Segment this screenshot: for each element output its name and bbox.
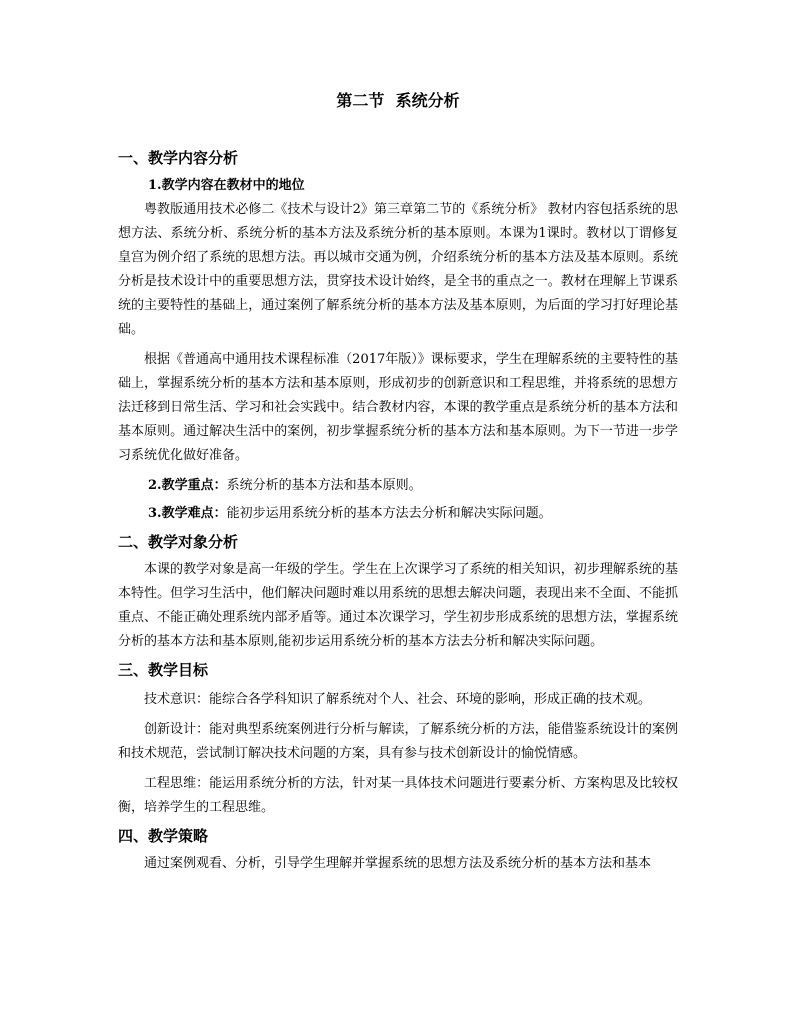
sub-heading-textbook-position: 1.教学内容在教材中的地位 (148, 178, 305, 193)
section-heading: 一、教学内容分析 (118, 149, 239, 167)
document-page (118, 88, 678, 876)
teaching-key-point (118, 474, 678, 498)
key-point-text: 系统分析的基本方法和基本原则。 (226, 478, 422, 493)
section-heading: 二、教学对象分析 (118, 533, 239, 551)
key-point-label: 2.教学重点： (148, 478, 227, 493)
paragraph: 本课的教学对象是高一年级的学生。学生在上次课学习了系统的相关知识，初步理解系统的基本特性。但学习生活中，他们解决问题时难以用系统的思想去解决问题，表现出来不全面、不能抓重点、不能正确处理系统内部矛盾等。通过本次课学习，学生初步形成系统的思想方法，掌握系统分析的基本方法和基本原则,能初步运用系统分析的基本方法去分析和解决实际问题。 (118, 562, 678, 649)
section-content-analysis (118, 146, 678, 526)
paragraph: 通过案例观看、分析，引导学生理解并掌握系统的思想方法及系统分析的基本方法和基本 (144, 856, 652, 871)
paragraph: 根据《普通高中通用技术课程标准（2017年版）》课标要求，学生在理解系统的主要特性的基础上，掌握系统分析的基本方法和基本原则，形成初步的创新意识和工程思维，并将系统的思想方法迁移到日常生活、学习和社会实践中。结合教材内容，本课的教学重点是系统分析的基本方法和基本原则。通过解决生活中的案例，初步掌握系统分析的基本方法和基本原则。为下一节进一步学习系统优化做好准备。 (118, 352, 678, 463)
paragraph: 创新设计：能对典型系统案例进行分析与解读，了解系统分析的方法，能借鉴系统设计的案例和技术规范，尝试制订解决技术问题的方案，具有参与技术创新设计的愉悦情感。 (118, 722, 678, 761)
section-student-analysis (118, 530, 678, 654)
section-heading: 四、教学策略 (118, 827, 209, 845)
paragraph: 技术意识：能综合各学科知识了解系统对个人、社会、环境的影响，形成正确的技术观。 (144, 692, 652, 707)
paragraph: 粤教版通用技术必修二《技术与设计2》第三章第二节的《系统分析》 教材内容包括系统的思想方法、系统分析、系统分析的基本方法及系统分析的基本原则。本课为1课时。教材以丁谓修复皇宫为例介绍了系统的思想方法。再以城市交通为例，介绍系统分析的基本方法及基本原则。系统分析是技术设计中的重要思想方法，贯穿技术设计始终，是全书的重点之一。教材在理解上节课系统的主要特性的基础上，通过案例了解系统分析的基本方法及基本原则，为后面的学习打好理论基础。 (118, 202, 678, 337)
section-strategy (118, 824, 678, 876)
teaching-difficulty (118, 502, 678, 526)
difficulty-text: 能初步运用系统分析的基本方法去分析和解决实际问题。 (226, 506, 552, 521)
difficulty-label: 3.教学难点： (148, 506, 227, 521)
section-heading: 三、教学目标 (118, 661, 209, 679)
page-title: 第二节 系统分析 (336, 91, 460, 110)
section-objectives (118, 658, 678, 820)
paragraph: 工程思维：能运用系统分析的方法，针对某一具体技术问题进行要素分析、方案构思及比较权衡，培养学生的工程思维。 (118, 776, 678, 815)
